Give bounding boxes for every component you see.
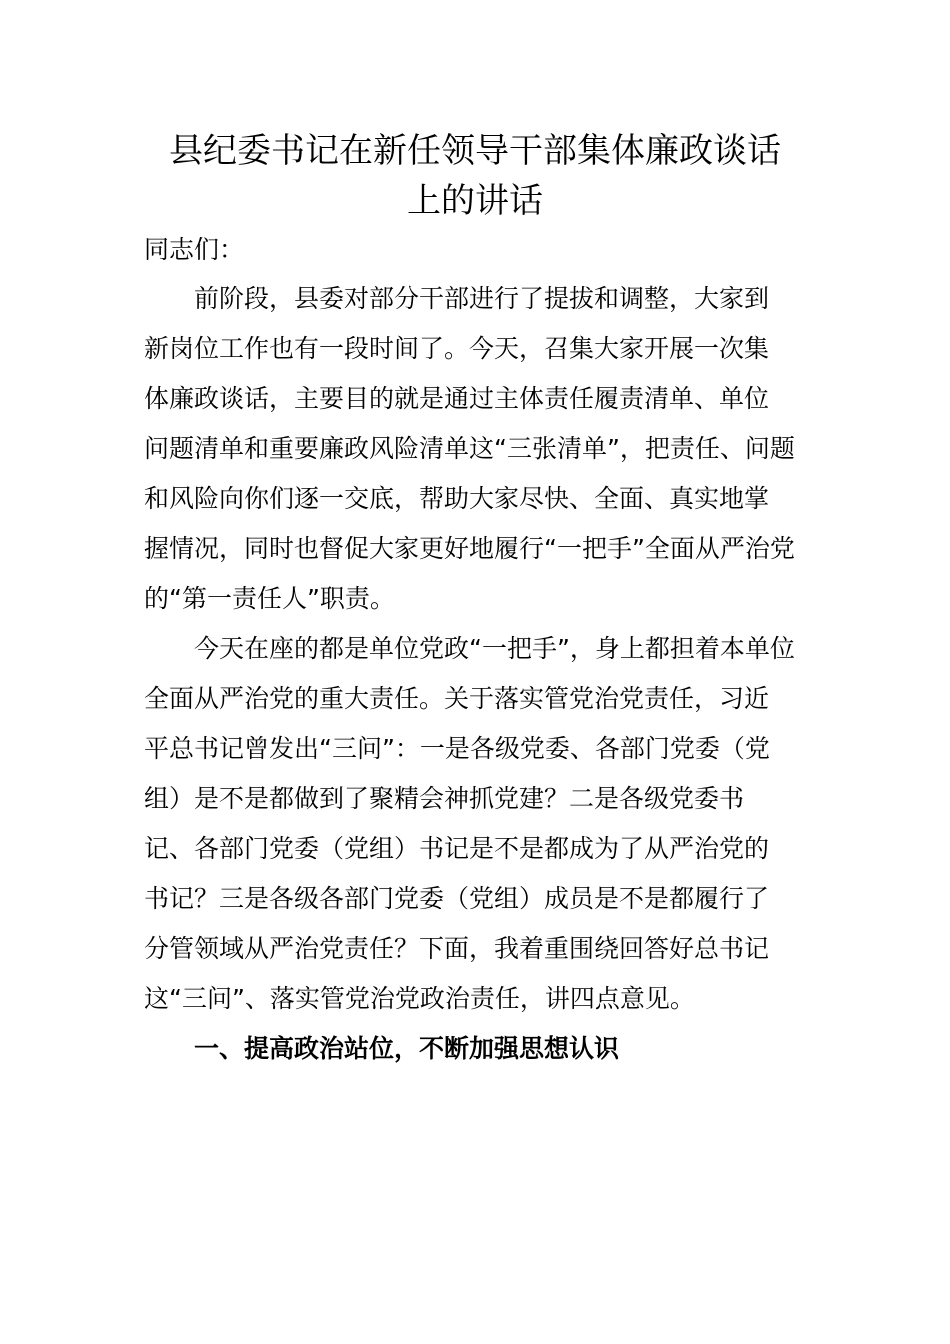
paragraph-line: 和风险向你们逐一交底，帮助大家尽快、全面、真实地掌 [144, 484, 770, 513]
paragraph-line: 新岗位工作也有一段时间了。今天，召集大家开展一次集 [144, 334, 770, 363]
paragraph-line: 问题清单和重要廉政风险清单这“三张清单”，把责任、问题 [144, 434, 795, 463]
paragraph-line: 这“三问”、落实管党治党政治责任，讲四点意见。 [144, 984, 695, 1013]
paragraph-line: 全面从严治党的重大责任。关于落实管党治党责任，习近 [144, 684, 770, 713]
paragraph-line: 的“第一责任人”职责。 [144, 584, 395, 613]
title-line-2: 上的讲话 [407, 181, 543, 221]
paragraph-line: 平总书记曾发出“三问”：一是各级党委、各部门党委（党 [144, 734, 770, 763]
paragraph-line: 体廉政谈话，主要目的就是通过主体责任履责清单、单位 [144, 384, 770, 413]
paragraph-line: 前阶段，县委对部分干部进行了提拔和调整，大家到 [194, 284, 770, 313]
title-line-1: 县纪委书记在新任领导干部集体廉政谈话 [169, 131, 781, 171]
paragraph-1 [144, 274, 808, 624]
paragraph-line: 握情况，同时也督促大家更好地履行“一把手”全面从严治党 [144, 534, 795, 563]
section-heading: 一、提高政治站位，不断加强思想认识 [194, 1034, 620, 1063]
paragraph-line: 书记？三是各级各部门党委（党组）成员是不是都履行了 [144, 884, 770, 913]
paragraph-line: 今天在座的都是单位党政“一把手”，身上都担着本单位 [194, 634, 795, 663]
paragraph-line: 组）是不是都做到了聚精会神抓党建？二是各级党委书 [144, 784, 745, 813]
document-title [140, 126, 810, 226]
paragraph-line: 记、各部门党委（党组）书记是不是都成为了从严治党的 [144, 834, 770, 863]
greeting: 同志们： [144, 235, 245, 264]
paragraph-2 [144, 624, 808, 1024]
paragraph-line: 分管领域从严治党责任？下面，我着重围绕回答好总书记 [144, 934, 770, 963]
